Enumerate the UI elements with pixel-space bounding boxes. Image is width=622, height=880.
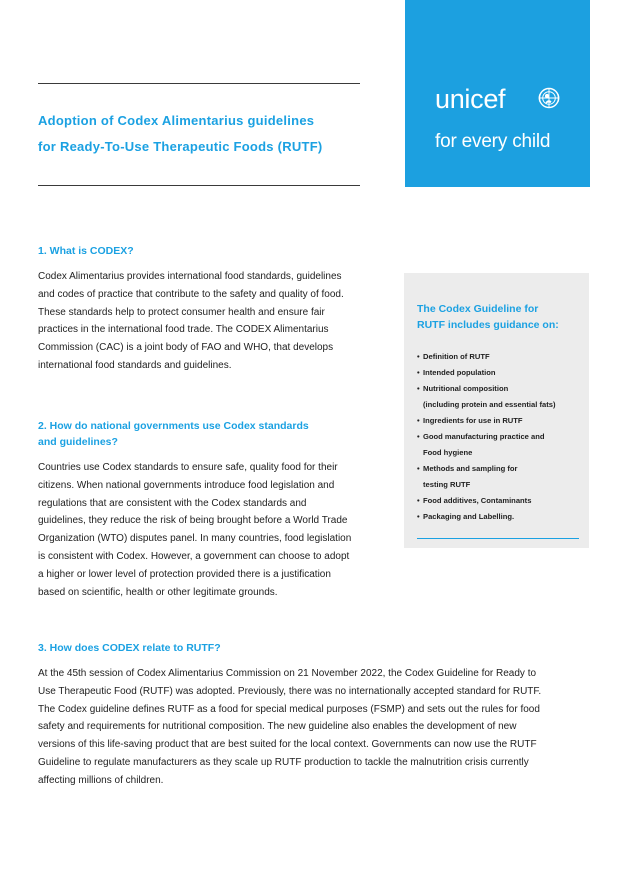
section-paragraph [38,665,586,790]
paragraph-line: Commission (CAC) is a joint body of FAO and WHO, that develops [38,342,334,354]
header-rule-top [38,83,360,84]
sidebar-title-line-1: The Codex Guideline for [417,303,539,315]
list-item-text: Nutritional composition [423,384,509,393]
unicef-wordmark: unicef [435,84,506,114]
sidebar-divider [417,538,579,539]
paragraph-line: safety and requirements for nutritional composition. The new guideline also enables the development of new [38,721,517,733]
list-item [417,509,587,525]
list-item [417,413,587,429]
bullet: • [417,512,420,521]
document-title-line-2: for Ready-To-Use Therapeutic Foods (RUTF) [38,139,323,154]
list-item-text: Definition of RUTF [423,352,490,361]
paragraph-line: Countries use Codex standards to ensure safe, quality food for their [38,462,338,473]
paragraph-line: is consistent with Codex. However, a government can choose to adopt [38,550,350,562]
list-item [417,493,587,509]
section-heading-line-1: 2. How do national governments use Codex standards [38,420,309,432]
document-title [38,108,368,160]
list-item-text: Ingredients for use in RUTF [423,416,523,425]
paragraph-line: practices in the international food trade. The CODEX Alimentarius [38,324,329,336]
bullet: • [417,368,420,377]
paragraph-line: international food standards and guidelines. [38,359,232,371]
document-title-line-1: Adoption of Codex Alimentarius guidelines [38,113,315,128]
paragraph-line: These standards help to protect consumer health and ensure fair [38,306,325,318]
section-heading: 1. What is CODEX? [38,245,134,257]
paragraph-line: and codes of practice that contribute to the safety and quality of food. [38,288,344,300]
list-item-continuation: Food hygiene [423,448,473,457]
section-heading: 3. How does CODEX relate to RUTF? [38,642,221,654]
guidance-sidebar [404,273,589,548]
sidebar-title-line-2: RUTF includes guidance on: [417,319,559,331]
paragraph-line: based on scientific, health or other legitimate grounds. [38,586,278,598]
header-rule-bottom [38,185,360,186]
paragraph-line: Organization (WTO) disputes panel. In many countries, food legislation [38,533,352,545]
paragraph-line: citizens. When national governments introduce food legislation and [38,479,335,491]
list-item-text: Food additives, Contaminants [423,496,532,505]
list-item-text: Methods and sampling for [423,464,518,473]
bullet: • [417,464,420,473]
section-paragraph [38,268,368,375]
paragraph-line: The Codex guideline defines RUTF as a food for special medical purposes (FSMP) and sets out the rules for food [38,703,540,715]
unicef-brand-panel [405,0,590,187]
paragraph-line: affecting millions of children. [38,774,164,786]
paragraph-line: versions of this life-saving product that are best suited for the local context. Governments can now use the RUTF [38,739,537,751]
bullet: • [417,384,420,393]
list-item-continuation: testing RUTF [423,480,471,489]
unicef-tagline: for every child [435,131,551,152]
list-item-text: Good manufacturing practice and [423,432,545,441]
bullet: • [417,352,420,361]
list-item-text: Intended population [423,368,496,377]
bullet: • [417,496,420,505]
list-item [417,381,587,413]
list-item [417,349,587,365]
section-codex-rutf [38,640,586,790]
bullet: • [417,416,420,425]
list-item-text: Packaging and Labelling. [423,512,515,521]
list-item [417,429,587,461]
paragraph-line: At the 45th session of Codex Alimentarius Commission on 21 November 2022, the Codex Guideline for Ready to [38,668,537,679]
bullet: • [417,432,420,441]
paragraph-line: a higher or lower level of protection provided there is a justification [38,568,331,580]
section-heading [38,418,368,450]
paragraph-line: Use Therapeutic Food (RUTF) was adopted. Previously, there was no internationally accepted standard for RUTF. [38,685,542,697]
section-paragraph [38,459,368,601]
paragraph-line: Guideline to regulate manufacturers as they scale up RUTF production to tackle the malnutrition crisis currently [38,756,529,768]
list-item-continuation: (including protein and essential fats) [423,400,556,409]
sidebar-title [417,301,582,333]
list-item [417,461,587,493]
paragraph-line: guidelines, they reduce the risk of being brought before a World Trade [38,515,348,527]
section-what-is-codex [38,243,368,375]
section-heading-line-2: and guidelines? [38,436,118,448]
paragraph-line: Codex Alimentarius provides international food standards, guidelines [38,271,342,282]
guidance-list [417,349,587,525]
list-item [417,365,587,381]
section-governments-use-codex [38,418,368,601]
unicef-emblem-icon [538,87,560,109]
paragraph-line: regulations that are consistent with the Codex standards and [38,497,307,509]
